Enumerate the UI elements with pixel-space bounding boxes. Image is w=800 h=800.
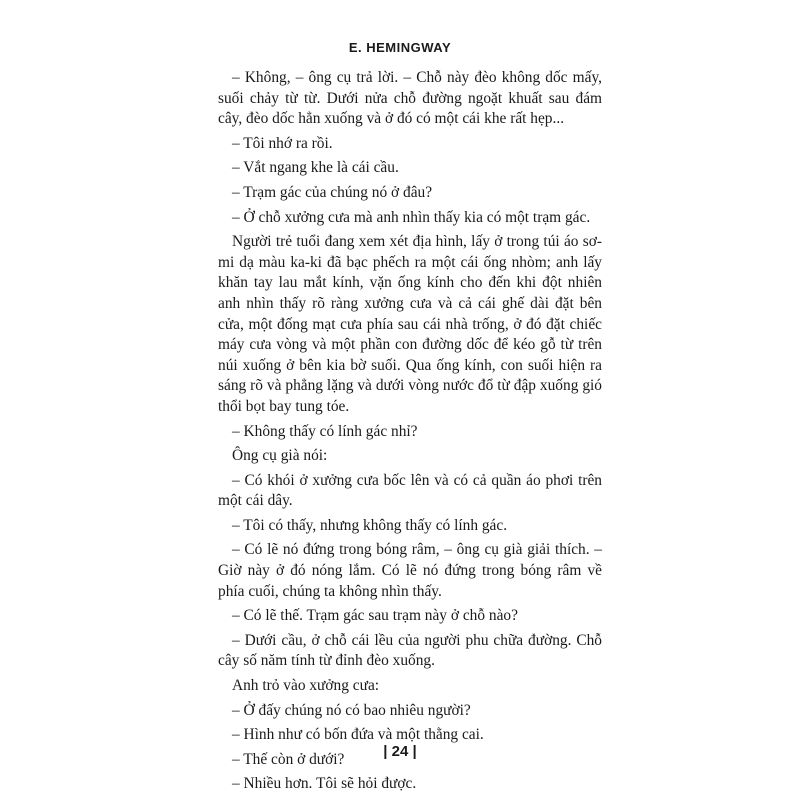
paragraph: – Vắt ngang khe là cái cầu. (232, 159, 399, 177)
paragraph: – Dưới cầu, ở chỗ cái lều của người phu chữa đường. Chỗ cây số năm tính từ đỉnh đèo xuống. (218, 631, 602, 670)
paragraph: – Có khói ở xưởng cưa bốc lên và có cả quần áo phơi trên một cái dây. (218, 471, 602, 510)
running-header: E. HEMINGWAY (348, 40, 452, 55)
paragraph: – Tôi có thấy, nhưng không thấy có lính gác. (232, 516, 508, 534)
paragraph: – Có lẽ thế. Trạm gác sau trạm này ở chỗ nào? (232, 607, 518, 625)
paragraph: – Ở chỗ xưởng cưa mà anh nhìn thấy kia có một trạm gác. (232, 208, 591, 226)
paragraph: Anh trỏ vào xưởng cưa: (232, 677, 380, 695)
paragraph: – Không, – ông cụ trả lời. – Chỗ này đèo không dốc mấy, suối chảy từ từ. Dưới nửa chỗ đường ngoặt khuất sau đám cây, đèo dốc hẳn xuống và ở đó có một cái khe rất hẹp... (218, 69, 602, 128)
paragraph: – Không thấy có lính gác nhỉ? (232, 422, 418, 440)
paragraph: Người trẻ tuổi đang xem xét địa hình, lấy ở trong túi áo sơ-mi dạ màu ka-ki đã bạc phếch ra một cái ống nhòm; anh lấy khăn tay lau mắt kính, vặn ống kính cho đến khi đột nhiên anh nhìn thấy rõ ràng xưởng cưa và cả cái ghế dài đặt bên cửa, một đống mạt cưa phía sau cái nhà trống, ở đó đặt chiếc máy cưa vòng và một phần con đường dốc để kéo gỗ từ trên núi xuống ở bên kia bờ suối. Qua ống kính, con suối hiện ra sáng rõ và phẳng lặng và dưới vòng nước đổ từ đập xuống gió thổi bọt bay tung tóe. (218, 233, 602, 415)
page-number: | 24 | (383, 743, 417, 760)
paragraph: – Nhiều hơn. Tôi sẽ hỏi được. (232, 775, 417, 793)
page-body (218, 68, 602, 799)
paragraph: – Có lẽ nó đứng trong bóng râm, – ông cụ già giải thích. – Giờ này ở đó nóng lắm. Có lẽ nó đứng trong bóng râm về phía cuối, chúng ta không nhìn thấy. (218, 541, 602, 600)
paragraph: – Trạm gác của chúng nó ở đâu? (232, 183, 433, 201)
paragraph: – Hình như có bốn đứa và một thằng cai. (232, 726, 484, 744)
paragraph: – Tôi nhớ ra rồi. (232, 134, 333, 152)
paragraph: – Thế còn ở dưới? (232, 750, 345, 768)
paragraph: Ông cụ già nói: (232, 447, 328, 465)
paragraph: – Ở đấy chúng nó có bao nhiêu người? (232, 701, 471, 719)
